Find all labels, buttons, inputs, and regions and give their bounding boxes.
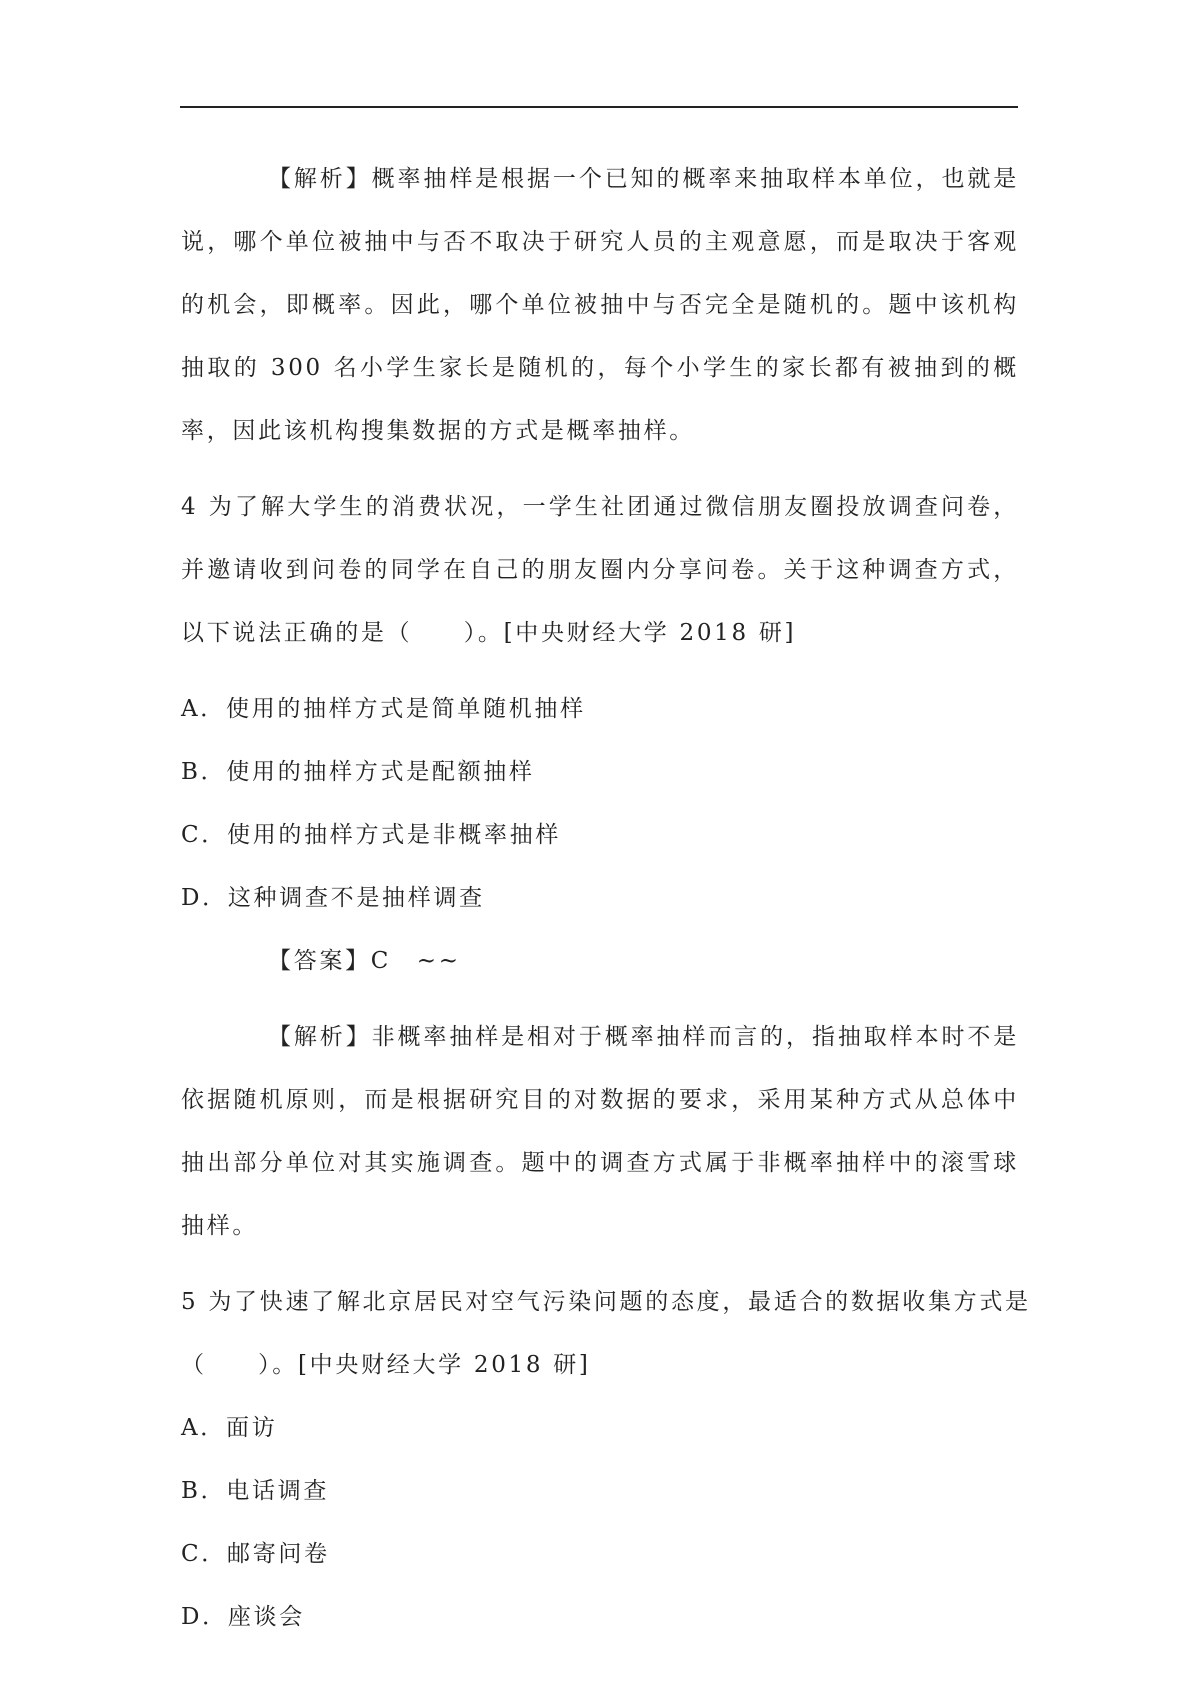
document-body [181, 148, 1031, 1649]
q5-option-a: A．面访 [181, 1415, 278, 1441]
question-5-line-2: （ ）。[中央财经大学 2018 研] [181, 1352, 591, 1378]
q4-option-a: A．使用的抽样方式是简单随机抽样 [181, 696, 586, 722]
q4-option-c: C．使用的抽样方式是非概率抽样 [181, 822, 562, 848]
question-4: 4 为了解大学生的消费状况，一学生社团通过微信朋友圈投放调查问卷，并邀请收到问卷的同学在自己的朋友圈内分享问卷。关于这种调查方式，以下说法正确的是（ ）。[中央财经大学 2018 研] [181, 494, 1019, 646]
q4-option-b: B．使用的抽样方式是配额抽样 [181, 759, 535, 785]
q4-answer: 【答案】C ~~ [268, 948, 461, 974]
question-5-line-1: 5 为了快速了解北京居民对空气污染问题的态度，最适合的数据收集方式是 [181, 1289, 1031, 1315]
q5-option-d: D．座谈会 [181, 1604, 305, 1630]
explanation-q3: 【解析】概率抽样是根据一个已知的概率来抽取样本单位，也就是说，哪个单位被抽中与否不取决于研究人员的主观意愿，而是取决于客观的机会，即概率。因此，哪个单位被抽中与否完全是随机的。题中该机构抽取的 300 名小学生家长是随机的，每个小学生的家长都有被抽到的概率，因此该机构搜集数据的方式是概率抽样。 [181, 166, 1019, 444]
explanation-q4: 【解析】非概率抽样是相对于概率抽样而言的，指抽取样本时不是依据随机原则，而是根据研究目的对数据的要求，采用某种方式从总体中抽出部分单位对其实施调查。题中的调查方式属于非概率抽样中的滚雪球抽样。 [181, 1024, 1019, 1239]
q4-option-d: D．这种调查不是抽样调查 [181, 885, 485, 911]
q5-option-b: B．电话调查 [181, 1478, 330, 1504]
header-rule [180, 106, 1018, 108]
q5-option-c: C．邮寄问卷 [181, 1541, 330, 1567]
